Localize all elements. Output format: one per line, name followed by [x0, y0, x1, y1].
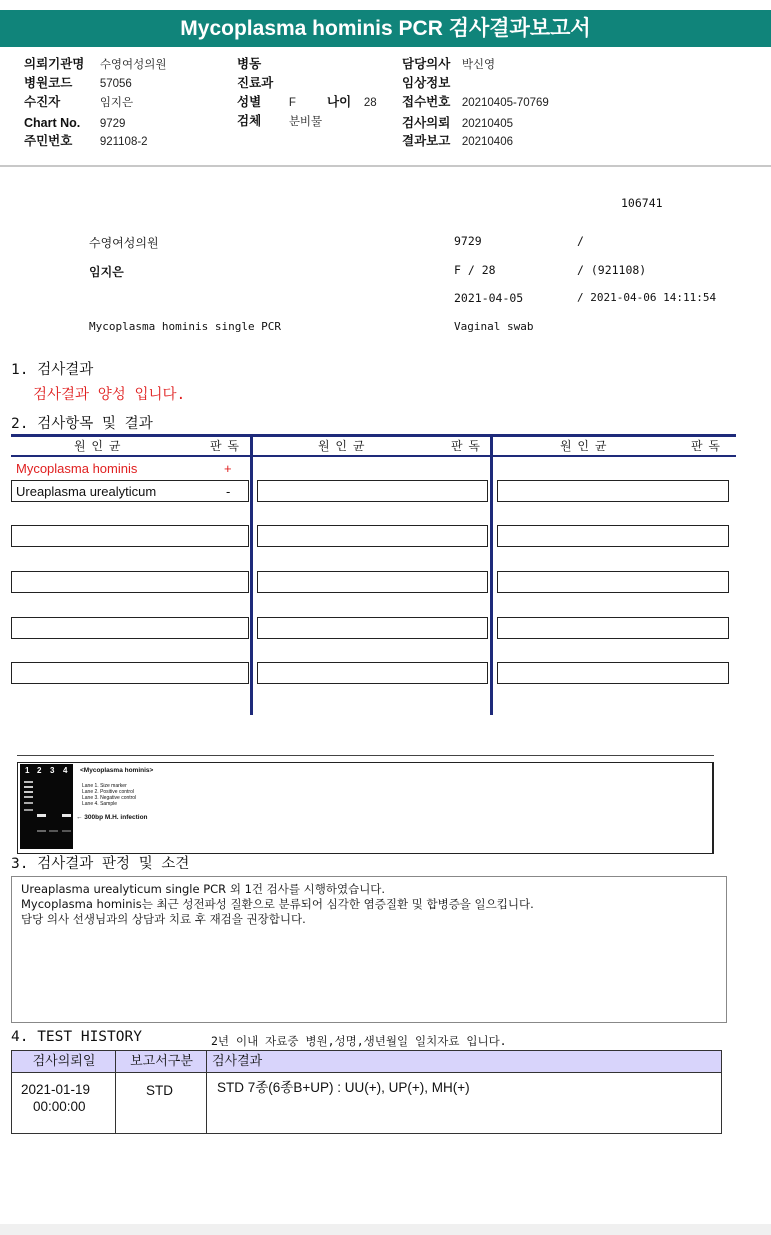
gel-band — [49, 830, 58, 832]
header-divider — [0, 165, 771, 167]
header-request-date: 검사의뢰 20210405 — [402, 116, 513, 130]
gel-band — [24, 802, 33, 804]
header-hospital-code: 병원코드 57056 — [24, 76, 132, 90]
gel-title: <Mycoplasma hominis> — [80, 767, 154, 774]
header-doctor: 담당의사 박신영 — [402, 57, 496, 71]
gel-legend-item: Lane 3. Negative control — [82, 795, 137, 801]
header-specimen: 검체 분비물 — [237, 114, 323, 128]
opinion-line: Ureaplasma urealyticum single PCR 외 1건 검사를 시행하였습니다. — [21, 882, 386, 896]
header-clinical-info: 임상정보 — [402, 76, 451, 90]
table-cell — [11, 525, 249, 547]
gel-band — [24, 809, 33, 811]
gel-band — [37, 830, 46, 832]
section-3-title: 3. 검사결과 판정 및 소견 — [11, 856, 190, 872]
gel-image-frame — [17, 762, 714, 854]
header-chart-no: Chart No. 9729 — [24, 116, 126, 130]
organism-result: - — [226, 484, 231, 499]
table-cell — [497, 480, 729, 502]
gel-band — [24, 791, 33, 793]
opinion-line: 담당 의사 선생님과의 상담과 치료 후 재검을 권장합니다. — [21, 912, 306, 926]
col-header-organism: 원 인 균 — [318, 439, 366, 453]
header-department: 진료과 — [237, 76, 274, 90]
col-header-organism: 원 인 균 — [74, 439, 122, 453]
info-id: / (921108) — [577, 263, 647, 277]
table-cell — [497, 525, 729, 547]
gel-divider — [17, 755, 714, 756]
col-header-organism: 원 인 균 — [560, 439, 608, 453]
info-test-name: Mycoplasma hominis single PCR — [89, 320, 282, 333]
header-sex: 성별 F — [237, 95, 296, 109]
history-col-type: 보고서구분 — [130, 1054, 193, 1069]
table-cell — [497, 571, 729, 593]
gel-band — [62, 830, 71, 832]
info-hospital: 수영여성의원 — [89, 236, 159, 250]
history-table — [11, 1050, 722, 1134]
section-1-title: 1. 검사결과 — [11, 362, 94, 378]
table-cell — [257, 525, 488, 547]
history-date: 2021-01-19 — [21, 1082, 91, 1097]
lane-number: 3 — [50, 766, 55, 775]
opinion-box — [11, 876, 727, 1023]
table-cell — [11, 662, 249, 684]
gel-electrophoresis-image — [20, 764, 73, 849]
organism-name: Mycoplasma hominis — [16, 461, 138, 476]
header-patient: 수진자 임지은 — [24, 95, 134, 109]
gel-band — [37, 814, 46, 817]
gel-band — [24, 786, 33, 788]
history-column-divider — [206, 1051, 207, 1133]
header-ward: 병동 — [237, 57, 262, 71]
organism-result: + — [224, 461, 232, 476]
history-note: 2년 이내 자료중 병원,성명,생년월일 일치자료 입니다. — [211, 1034, 507, 1048]
info-chart: 9729 — [454, 234, 482, 248]
table-cell — [11, 571, 249, 593]
table-header-divider — [11, 455, 736, 457]
info-sex-age: F / 28 — [454, 263, 496, 277]
table-cell — [497, 617, 729, 639]
header-receipt-number: 접수번호 20210405-70769 — [402, 95, 549, 109]
table-cell — [257, 617, 488, 639]
result-summary: 검사결과 양성 입니다. — [33, 387, 186, 403]
gel-legend-item: Lane 1. Size marker — [82, 783, 127, 789]
header-hospital: 의뢰기관명 수영여성의원 — [24, 57, 167, 71]
history-column-divider — [115, 1051, 116, 1133]
section-2-title: 2. 검사항목 및 결과 — [11, 416, 153, 432]
lane-number: 4 — [63, 766, 68, 775]
col-header-judgement: 판 독 — [210, 439, 240, 453]
report-title: Mycoplasma hominis PCR 검사결과보고서 — [0, 10, 771, 47]
report-header — [0, 55, 771, 165]
table-cell — [11, 617, 249, 639]
history-result: STD 7종(6종B+UP) : UU(+), UP(+), MH(+) — [217, 1080, 470, 1095]
col-header-judgement: 판 독 — [691, 439, 721, 453]
table-column-divider — [490, 434, 493, 715]
table-cell — [257, 571, 488, 593]
opinion-line: Mycoplasma hominis는 최근 성전파성 질환으로 분류되어 심각한 염증질환 및 합병증을 일으킵니다. — [21, 897, 534, 911]
gel-arrow-label: ← 300bp M.H. infection — [76, 814, 148, 821]
history-col-date: 검사의뢰일 — [32, 1054, 96, 1069]
history-type: STD — [146, 1083, 173, 1098]
info-patient: 임지은 — [89, 265, 124, 279]
gel-legend-item: Lane 2. Positive control — [82, 789, 134, 795]
table-cell — [257, 662, 488, 684]
gel-legend-item: Lane 4. Sample — [82, 801, 118, 807]
info-report-date: / 2021-04-06 14:11:54 — [577, 291, 717, 304]
header-age: 나이 28 — [327, 95, 377, 109]
lane-number: 2 — [37, 766, 42, 775]
gel-band — [24, 796, 33, 798]
report-code: 106741 — [621, 196, 663, 210]
table-column-divider — [250, 434, 253, 715]
header-id-number: 주민번호 921108-2 — [24, 134, 148, 148]
header-report-date: 결과보고 20210406 — [402, 134, 513, 148]
gel-band — [62, 814, 71, 817]
history-time: 00:00:00 — [33, 1099, 86, 1114]
table-cell — [257, 480, 488, 502]
history-col-result: 검사결과 — [212, 1054, 263, 1069]
organism-name: Ureaplasma urealyticum — [16, 484, 157, 499]
gel-band — [24, 781, 33, 783]
col-header-judgement: 판 독 — [451, 439, 481, 453]
info-request-date: 2021-04-05 — [454, 291, 524, 305]
page-footer — [0, 1224, 771, 1235]
section-4-title: 4. TEST HISTORY — [11, 1029, 142, 1045]
table-cell — [497, 662, 729, 684]
lane-number: 1 — [25, 766, 30, 775]
info-specimen: Vaginal swab — [454, 320, 534, 333]
info-slash: / — [577, 234, 584, 248]
